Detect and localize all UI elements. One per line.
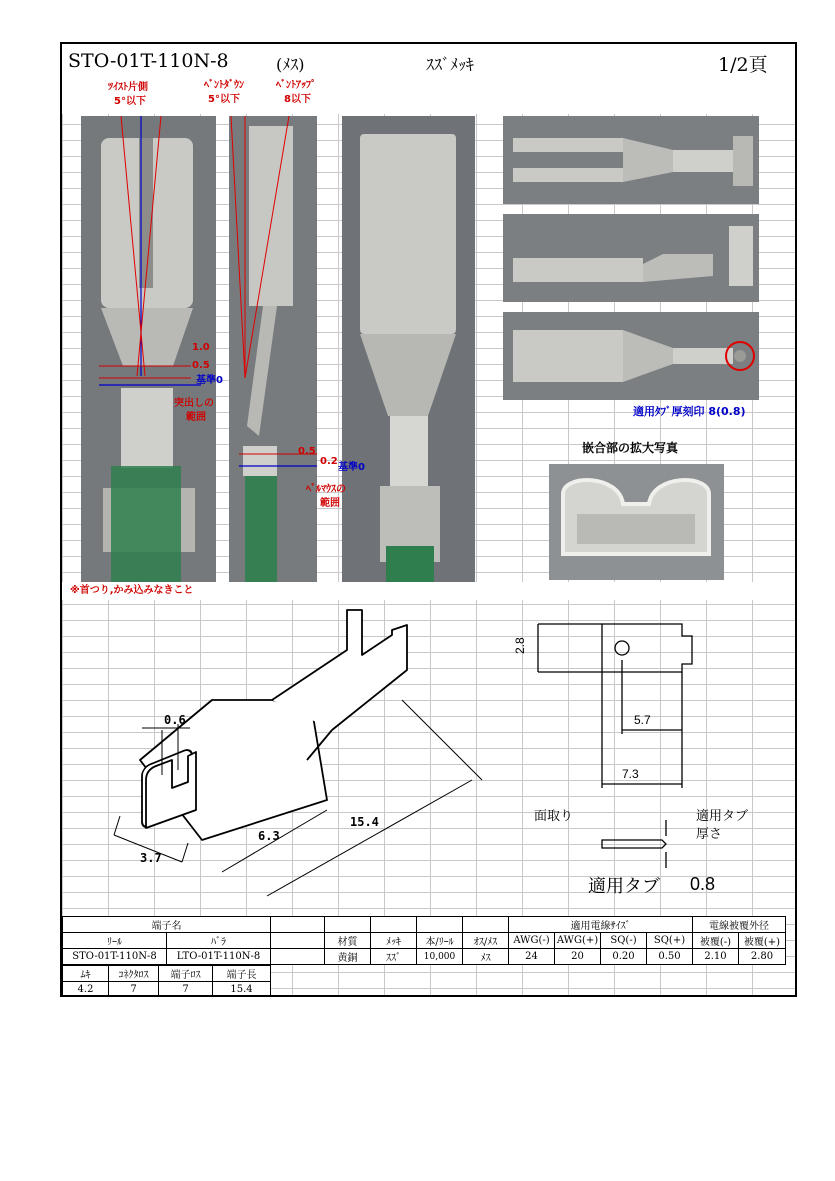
dim-0-5-a: 0.5 [192,360,210,371]
bend-down-label: ﾍﾞﾝﾄﾀﾞｳﾝ [204,80,244,91]
tab-length: 7.3 [622,767,639,781]
table-row [63,966,271,982]
terminal-photo-back [342,116,475,582]
table-row [63,949,786,965]
spec-table [62,916,786,965]
ins-min-value: 2.10 [693,949,739,965]
header [62,44,795,79]
protrusion-range: 範囲 [186,412,206,423]
terminal-top-photo [503,116,759,204]
ins-max-header: 被覆(+) [739,933,786,949]
strip-value: 4.2 [63,982,109,998]
plating-header: ﾒｯｷ [371,933,417,949]
photo-top-view [503,116,759,204]
bellmouth-range: 範囲 [320,498,340,509]
photo-side-view [503,214,759,302]
dim-0-5-b: 0.5 [298,446,316,457]
dim-height: 3.7 [140,851,162,865]
ins-min-header: 被覆(-) [693,933,739,949]
term-len-value: 15.4 [213,982,271,998]
terminal-drawing [62,600,795,914]
applicable-tab-label: 適用タブ [588,876,660,896]
closeup-title: 嵌合部の拡大写真 [582,441,679,455]
loose-header: ﾊﾞﾗ [167,933,271,949]
term-len-header: 端子長 [213,966,271,982]
mating-closeup-photo [549,464,724,580]
protrusion-label: 突出しの [174,398,214,409]
term-loss-value: 7 [159,982,213,998]
terminal-photo-side [229,116,317,582]
page-number: 1/2頁 [718,54,768,76]
table-row [63,917,786,933]
table-row [63,933,786,949]
reel-header: ﾘｰﾙ [63,933,167,949]
reference-a: 基準0 [196,375,223,386]
terminal-name-header: 端子名 [63,917,271,933]
wire-size-header: 適用電線ｻｲｽﾞ [509,917,693,933]
conn-cross-header: ｺﾈｸﾀﾛｽ [109,966,159,982]
plating-label: ｽｽﾞﾒｯｷ [426,55,475,74]
length-table [62,965,271,997]
sq-max-value: 0.50 [647,949,693,965]
awg-min-value: 24 [509,949,555,965]
reference-b: 基準0 [338,462,365,473]
awg-max-header: AWG(+) [555,933,601,949]
insulation-header: 電線被覆外径 [693,917,786,933]
dim-total: 15.4 [350,815,379,829]
table-row [63,982,271,998]
ins-max-value: 2.80 [739,949,786,965]
terminal-marking-photo [503,312,759,400]
reel-value: STO-01T-110N-8 [63,949,167,965]
photo-marking-view [503,312,759,400]
qty-header: 本/ﾘｰﾙ [417,933,463,949]
strip-header: ﾑｷ [63,966,109,982]
qty-value: 10,000 [417,949,463,965]
dim-0-2: 0.2 [320,456,338,467]
sq-max-header: SQ(+) [647,933,693,949]
tab-hole: 5.7 [634,713,651,727]
note: ※首つり,かみ込みなきこと [70,585,194,596]
tab-thickness-label-1: 適用タブ [696,808,749,823]
photo-label-band [62,78,795,114]
twist-limit: 5°以下 [114,96,146,107]
bend-up-limit: 8以下 [284,94,311,105]
bend-down-limit: 5°以下 [208,94,240,105]
tab-height: 2.8 [513,637,527,654]
dim-width: 0.6 [164,713,186,727]
bend-up-label: ﾍﾞﾝﾄｱｯﾌﾟ [276,80,316,91]
bellmouth-label: ﾍﾞﾙﾏｳｽの [306,484,346,495]
dim-contact: 6.3 [258,829,280,843]
term-loss-header: 端子ﾛｽ [159,966,213,982]
material-value: 黄銅 [325,949,371,965]
photo-back [342,116,475,582]
awg-max-value: 20 [555,949,601,965]
part-number: STO-01T-110N-8 [68,50,229,72]
male-female-header: ｵｽ/ﾒｽ [463,933,509,949]
photo-bend [229,116,317,582]
tab-marking: 適用ﾀﾌﾞ厚刻印 8(0.8) [633,405,746,418]
twist-label: ﾂｲｽﾄ片側 [108,82,148,93]
photo-closeup [549,464,724,580]
terminal-side-photo [503,214,759,302]
chamfer-label: 面取り [534,808,574,823]
sq-min-header: SQ(-) [601,933,647,949]
dim-1-0: 1.0 [192,342,210,353]
plating-value: ｽｽﾞ [371,949,417,965]
spec-sheet [60,42,797,997]
tab-thickness-label-2: 厚さ [696,826,723,841]
loose-value: LTO-01T-110N-8 [167,949,271,965]
sq-min-value: 0.20 [601,949,647,965]
material-header: 材質 [325,933,371,949]
awg-min-header: AWG(-) [509,933,555,949]
applicable-tab-value: 0.8 [690,874,716,894]
conn-cross-value: 7 [109,982,159,998]
gender-label: (ﾒｽ) [276,55,305,74]
male-female-value: ﾒｽ [463,949,509,965]
